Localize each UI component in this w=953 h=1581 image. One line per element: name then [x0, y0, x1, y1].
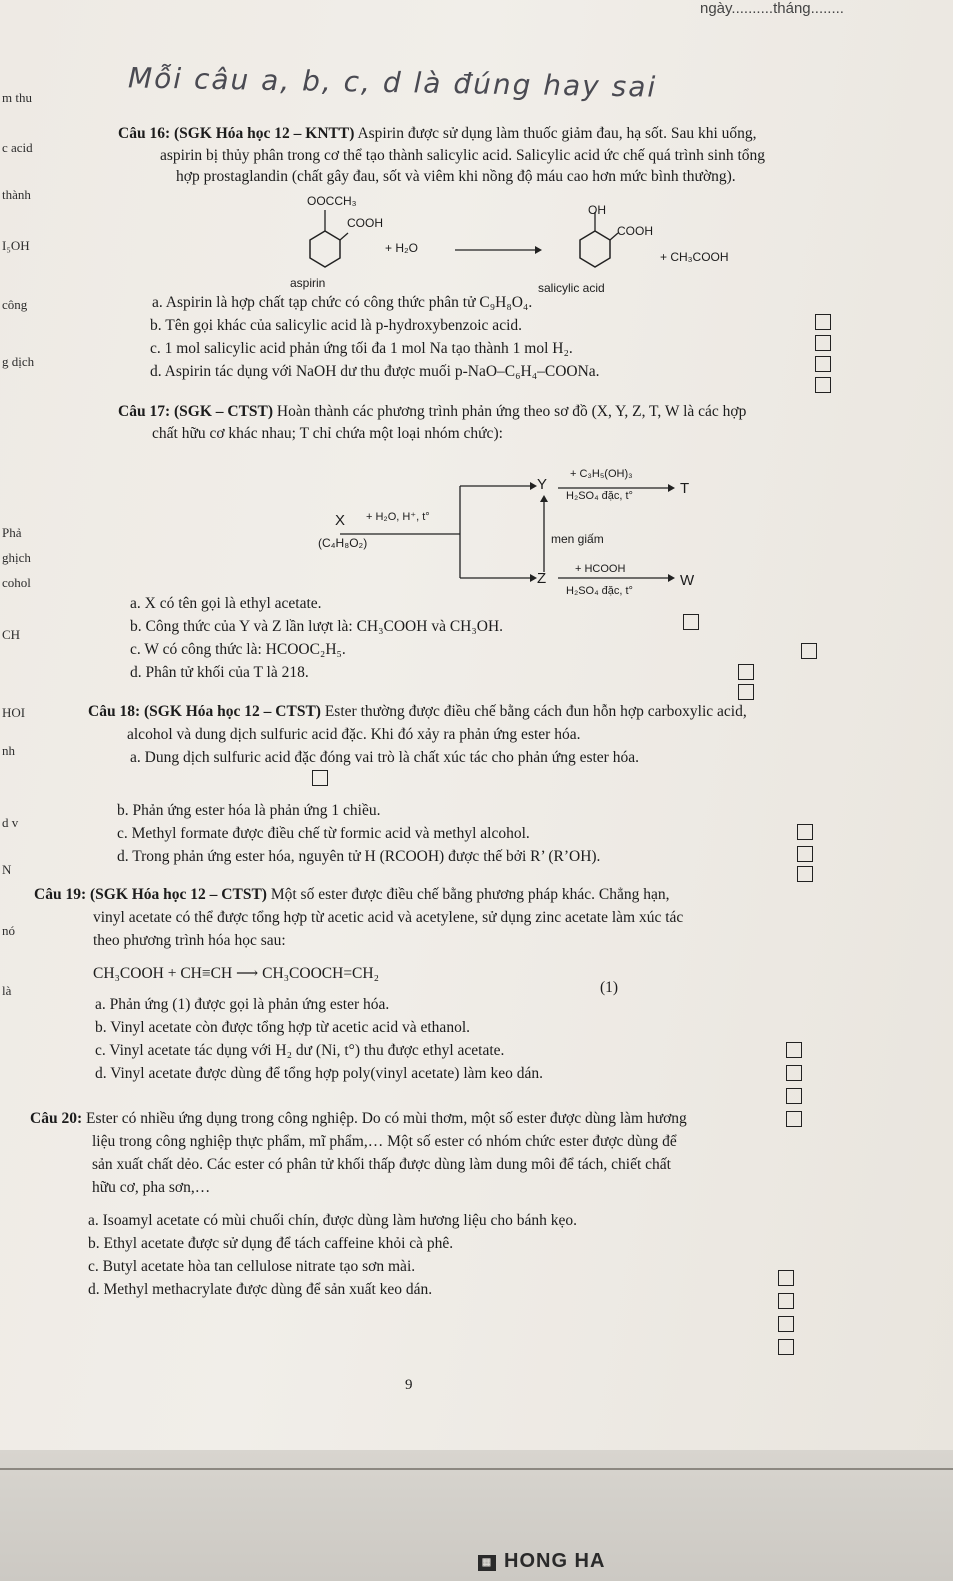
question-text: Một số ester được điều chế bằng phương pháp khác. Chẳng hạn,: [270, 886, 670, 903]
equation-1: CH₃COOH + CH≡CH ⟶ CH₃COOCH=CH₂: [93, 965, 379, 982]
margin-fragment: công: [2, 297, 28, 312]
margin-fragment: CH: [2, 627, 21, 642]
salicylic-oh: OH: [588, 203, 606, 217]
answer-box-17b[interactable]: [801, 643, 817, 659]
answer-box-19d[interactable]: [786, 1111, 802, 1127]
question-label: Câu 19:: [34, 886, 87, 903]
question-label: Câu 16:: [118, 125, 171, 142]
handwritten-note: Mỗi câu a, b, c, d là đúng hay sai: [127, 61, 658, 104]
statement-18c: c. Methyl formate được điều chế từ formic acid và methyl alcohol.: [117, 825, 530, 842]
question-16-intro: [118, 124, 757, 144]
answer-box-16b[interactable]: [815, 335, 831, 351]
scheme-x-condition: + H₂O, H⁺, t°: [366, 511, 430, 523]
statement-20b: b. Ethyl acetate được sử dụng để tách caffeine khỏi cà phê.: [88, 1235, 454, 1252]
margin-fragment: g dịch: [2, 354, 35, 369]
benzene-ring-salicylic: [580, 231, 610, 267]
answer-box-19c[interactable]: [786, 1088, 802, 1104]
brand-name: HONG HA: [504, 1550, 606, 1572]
salicylic-cooh: COOH: [617, 224, 653, 238]
scheme-x: X: [335, 512, 346, 529]
scheme-y-condition: H₂SO₄ đặc, t°: [566, 490, 633, 502]
question-text: sản xuất chất dẻo. Các ester có phân tử khối thấp được dùng làm dung môi để tách, chiết chất: [92, 1156, 671, 1173]
statement-17b: b. Công thức của Y và Z lần lượt là: CH₃COOH và CH₃OH.: [130, 618, 504, 635]
answer-box-20d[interactable]: [778, 1339, 794, 1355]
margin-fragment: m thu: [2, 90, 32, 105]
scheme-y: Y: [537, 476, 548, 493]
acetic-acid-product: + CH₃COOH: [660, 250, 729, 264]
margin-fragment: I₅OH: [2, 238, 30, 253]
scheme-men-giam: men giấm: [551, 532, 604, 546]
question-text: aspirin bị thủy phân trong cơ thể tạo thành salicylic acid. Salicylic acid ức chế quá trình sinh tổng: [160, 147, 766, 164]
question-text: alcohol và dung dịch sulfuric acid đặc. Khi đó xảy ra phản ứng ester hóa.: [127, 726, 581, 743]
statement-20d: d. Methyl methacrylate được dùng để sản xuất keo dán.: [88, 1281, 433, 1298]
answer-box-18b[interactable]: [797, 824, 813, 840]
statement-19c: c. Vinyl acetate tác dụng với H₂ dư (Ni, t°) thu được ethyl acetate.: [95, 1042, 505, 1059]
brand-icon: ▦: [478, 1555, 496, 1571]
page-number: 9: [405, 1377, 413, 1393]
question-source: (SGK Hóa học 12 – CTST): [143, 703, 321, 720]
margin-fragment: ghịch: [2, 550, 31, 565]
statement-19d: d. Vinyl acetate được dùng để tổng hợp poly(vinyl acetate) làm keo dán.: [95, 1065, 543, 1082]
answer-box-18a[interactable]: [312, 770, 328, 786]
question-text: Ester có nhiều ứng dụng trong công nghiệp. Do có mùi thơm, một số ester được dùng làm hương: [85, 1110, 687, 1127]
scheme-z-reagent: + HCOOH: [575, 563, 626, 575]
scheme-z: Z: [537, 570, 547, 587]
divider: [0, 1468, 953, 1470]
statement-17d: d. Phân tử khối của T là 218.: [130, 664, 309, 681]
answer-box-17c[interactable]: [738, 664, 754, 680]
answer-box-16c[interactable]: [815, 356, 831, 372]
answer-box-17d[interactable]: [738, 684, 754, 700]
question-text: theo phương trình hóa học sau:: [93, 932, 286, 949]
answer-box-20a[interactable]: [778, 1270, 794, 1286]
question-17-intro: [118, 402, 746, 422]
question-source: (SGK Hóa học 12 – CTST): [89, 886, 267, 903]
margin-fragment: d v: [2, 815, 19, 830]
statement-19a: a. Phản ứng (1) được gọi là phản ứng ester hóa.: [95, 996, 390, 1013]
margin-fragment: nó: [2, 923, 15, 938]
question-text: hữu cơ, pha sơn,…: [92, 1179, 211, 1196]
salicylic-label: salicylic acid: [538, 281, 605, 295]
question-text: Ester thường được điều chế bằng cách đun hỗn hợp carboxylic acid,: [324, 703, 747, 720]
answer-box-20b[interactable]: [778, 1293, 794, 1309]
margin-fragment: HOI: [2, 705, 26, 720]
question-text: vinyl acetate có thể được tổng hợp từ acetic acid và acetylene, sử dụng zinc acetate làm xúc tác: [93, 909, 684, 926]
notebook-cover-edge: [0, 1450, 953, 1581]
margin-fragment: N: [2, 862, 12, 877]
question-19-intro: [34, 885, 669, 905]
statement-19b: b. Vinyl acetate còn được tổng hợp từ acetic acid và ethanol.: [95, 1019, 470, 1036]
question-source: (SGK Hóa học 12 – KNTT): [173, 125, 355, 142]
answer-box-20c[interactable]: [778, 1316, 794, 1332]
scheme-z-condition: H₂SO₄ đặc, t°: [566, 585, 633, 597]
statement-16d: d. Aspirin tác dụng với NaOH dư thu được muối p-NaO–C₆H₄–COONa.: [150, 363, 600, 380]
margin-fragment: thành: [2, 187, 31, 202]
answer-box-18d[interactable]: [797, 866, 813, 882]
question-text: Hoàn thành các phương trình phản ứng theo sơ đồ (X, Y, Z, T, W là các hợp: [276, 403, 747, 420]
scheme-t: T: [680, 480, 690, 497]
brand-logo: [478, 1550, 605, 1573]
margin-fragment: là: [2, 983, 12, 998]
equation-number: (1): [600, 979, 619, 996]
question-source: (SGK – CTST): [173, 403, 274, 420]
question-label: Câu 17:: [118, 403, 171, 420]
statement-18b: b. Phản ứng ester hóa là phản ứng 1 chiều.: [117, 802, 381, 819]
scheme-w: W: [680, 572, 695, 589]
answer-box-16d[interactable]: [815, 377, 831, 393]
scheme-y-reagent: + C₃H₅(OH)₃: [570, 468, 633, 480]
statement-16b: b. Tên gọi khác của salicylic acid là p-hydroxybenzoic acid.: [150, 317, 522, 334]
question-20-intro: [30, 1109, 687, 1129]
answer-box-19b[interactable]: [786, 1065, 802, 1081]
question-label: Câu 18:: [88, 703, 141, 720]
question-18-intro: [88, 702, 747, 722]
answer-box-17a[interactable]: [683, 614, 699, 630]
margin-fragment: Phả: [2, 525, 22, 540]
question-text: chất hữu cơ khác nhau; T chỉ chứa một loại nhóm chức):: [152, 425, 503, 442]
statement-20c: c. Butyl acetate hòa tan cellulose nitrate tạo sơn mài.: [88, 1258, 416, 1275]
question-text: Aspirin được sử dụng làm thuốc giảm đau, hạ sốt. Sau khi uống,: [357, 125, 757, 142]
reaction-scheme-lines: [340, 460, 720, 600]
aspirin-cooh: COOH: [347, 216, 383, 230]
statement-20a: a. Isoamyl acetate có mùi chuối chín, được dùng làm hương liệu cho bánh kẹo.: [88, 1212, 578, 1229]
aspirin-ester-group: OOCCH₃: [307, 194, 357, 208]
statement-17c: c. W có công thức là: HCOOC₂H₅.: [130, 641, 346, 658]
statement-16a: a. Aspirin là hợp chất tạp chức có công thức phân tử C₉H₈O₄.: [152, 294, 533, 311]
answer-box-19a[interactable]: [786, 1042, 802, 1058]
water-reactant: + H₂O: [385, 241, 418, 255]
aspirin-label: aspirin: [290, 276, 326, 290]
margin-fragment: cohol: [2, 575, 31, 590]
date-line: ngày..........tháng........: [700, 0, 844, 17]
margin-fragment: nh: [2, 743, 15, 758]
statement-17a: a. X có tên gọi là ethyl acetate.: [130, 595, 322, 612]
answer-box-18c[interactable]: [797, 846, 813, 862]
scheme-x-formula: (C₄H₈O₂): [318, 536, 368, 550]
answer-box-16a[interactable]: [815, 314, 831, 330]
statement-18a: a. Dung dịch sulfuric acid đặc đóng vai trò là chất xúc tác cho phản ứng ester hóa.: [130, 749, 639, 766]
question-label: Câu 20:: [30, 1110, 83, 1127]
statement-18d: d. Trong phản ứng ester hóa, nguyên tử H (RCOOH) được thế bởi R’ (R’OH).: [117, 848, 601, 865]
question-text: hợp prostaglandin (chất gây đau, sốt và viêm khi nồng độ máu cao hơn mức bình thường).: [176, 168, 736, 185]
question-text: liệu trong công nghiệp thực phẩm, mĩ phẩm,… Một số ester có nhóm chức ester được dùng để: [92, 1133, 677, 1150]
margin-fragment: c acid: [2, 140, 33, 155]
statement-16c: c. 1 mol salicylic acid phản ứng tối đa 1 mol Na tạo thành 1 mol H₂.: [150, 340, 573, 357]
benzene-ring-aspirin: [310, 231, 340, 267]
